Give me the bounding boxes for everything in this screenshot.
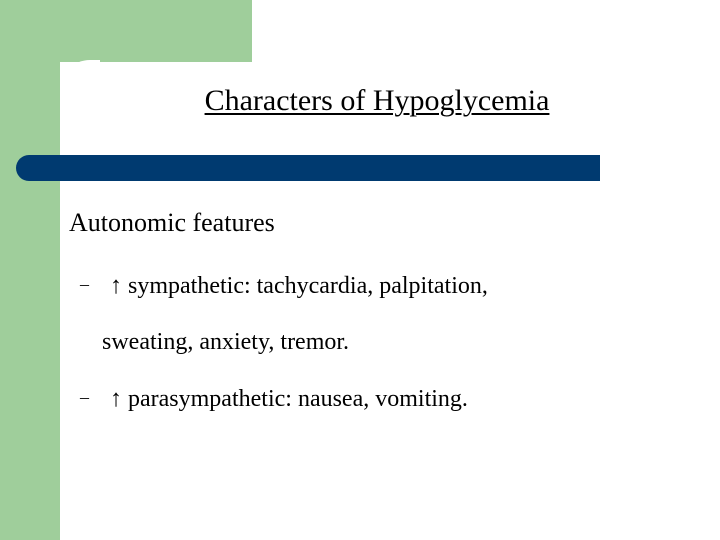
section-heading: Autonomic features <box>69 208 275 237</box>
bullet-text: tachycardia, palpitation, <box>250 273 488 299</box>
bullet-parasympathetic <box>80 386 468 413</box>
dash-marker: – <box>80 274 89 294</box>
bullet-label: parasympathetic: <box>128 386 292 412</box>
up-arrow-icon: ↑ <box>110 273 122 299</box>
slide-title-text: Characters of Hypoglycemia <box>204 84 550 117</box>
bullet-sympathetic <box>80 273 488 300</box>
slide-title <box>0 84 720 118</box>
bullet-label: sympathetic: <box>128 273 251 299</box>
bullet-continuation: sweating, anxiety, tremor. <box>102 329 350 355</box>
green-left-band <box>0 0 60 540</box>
up-arrow-icon: ↑ <box>110 386 122 412</box>
title-divider-bar <box>16 155 600 181</box>
bullet-text: nausea, vomiting. <box>291 386 468 412</box>
dash-marker: – <box>80 387 89 407</box>
